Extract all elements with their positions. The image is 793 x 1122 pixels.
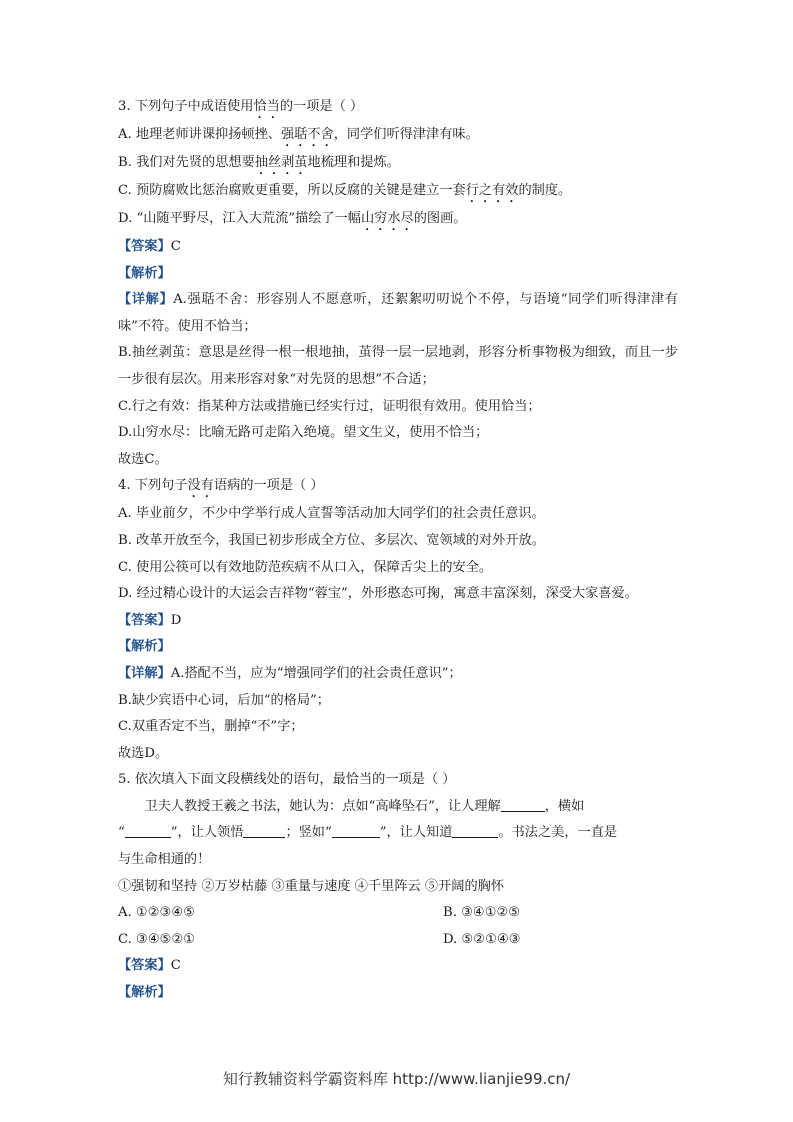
fill-blank [452, 823, 498, 838]
q5-passage-line-1 [118, 794, 678, 821]
q4-answer [118, 608, 678, 635]
q4-stem-emphasis: 没有 [187, 478, 214, 494]
q4-detail-a [118, 661, 678, 688]
q4-detail-a-text: A.搭配不当，应为“增强同学们的社会责任意识”； [170, 665, 462, 681]
detail-tag: 【详解】 [118, 292, 174, 308]
q5-passage-text: ，横如 [544, 798, 585, 814]
fill-blank [332, 823, 380, 838]
q3-option-c-idiom: 行之有效 [465, 183, 519, 198]
q5-passage-text: ”，让人领悟 [170, 825, 244, 841]
q4-stem-text: 4. 下列句子 [118, 478, 188, 494]
analysis-tag: 【解析】 [118, 985, 171, 1001]
q3-detail-b: B.抽丝剥茧：意思是丝得一根一根地抽，茧得一层一层地剥，形容分析事物极为细致，而且一步一步很有层次。用来形容对象“对先贤的思想”不合适； [118, 345, 678, 387]
answer-value: C [170, 239, 181, 254]
q4-stem-text-end: 语病的一项是（ ） [213, 478, 324, 494]
q3-stem-emphasis: 恰当 [253, 99, 280, 114]
q5-answer [118, 953, 678, 980]
q3-option-d [118, 206, 678, 234]
q3-option-b-idiom: 抽丝剥茧 [254, 155, 308, 170]
q5-passage-text: 卫夫人教授王羲之书法，她认为：点如“高峰坠石”，让人理解 [144, 798, 501, 814]
q3-option-a-text-end: ，同学们听得津津有味。 [333, 127, 479, 142]
q3-option-b [118, 150, 678, 178]
q4-analysis-heading [118, 634, 678, 661]
q3-stem [118, 94, 678, 122]
q3-detail-c: C.行之有效：指某种方法或措施已经实行过，证明很有效用。使用恰当； [118, 398, 541, 414]
q4-stem [118, 473, 678, 501]
q5-option-d: D. ⑤②①④③ [443, 931, 521, 947]
q3-option-a-text: A. 地理老师讲课抑扬顿挫、 [118, 127, 281, 142]
q5-option-a: A. ①②③④⑤ [118, 905, 196, 921]
q3-stem-text-end: 的一项是（ ） [279, 99, 364, 114]
q4-option-d: D. 经过精心设计的大运会吉祥物“蓉宝”，外形憨态可掬，寓意丰富深刻，深受大家喜爱。 [118, 586, 638, 602]
q5-passage-line-2 [118, 820, 678, 847]
q3-option-d-text-end: 的图画。 [413, 211, 467, 226]
q3-analysis-heading [118, 261, 678, 288]
q5-passage-text: “ [118, 825, 125, 841]
q5-passage-line-3: 与生命相通的！ [118, 852, 211, 868]
q3-option-a-idiom: 强聒不舍 [280, 127, 334, 142]
q5-option-b: B. ③④①②⑤ [443, 905, 521, 921]
q4-detail-b: B.缺少宾语中心词，后加“的格局”； [118, 692, 330, 708]
q3-option-c [118, 178, 678, 206]
q3-option-d-text: D. “山随平野尽，江入大荒流”描绘了一幅 [118, 211, 361, 226]
fill-blank [125, 823, 171, 838]
q3-answer [118, 234, 678, 261]
q4-detail-c: C.双重否定不当，删掉“不”字； [118, 719, 304, 735]
q5-passage-text: ”，让人知道 [379, 825, 453, 841]
q5-items: ①强韧和坚持 ②万岁枯藤 ③重量与速度 ④千里阵云 ⑤开阔的胸怀 [118, 878, 505, 894]
q3-option-c-text: C. 预防腐败比惩治腐败更重要，所以反腐的关键是建立一套 [118, 183, 466, 198]
q4-conclusion: 故选D。 [118, 745, 169, 761]
q3-option-b-text: B. 我们对先贤的思想要 [118, 155, 255, 170]
fill-blank [501, 797, 545, 812]
q3-detail-a [118, 287, 678, 340]
analysis-tag: 【解析】 [118, 639, 171, 655]
q3-detail-a-text: A.强聒不舍：形容别人不愿意听，还絮絮叨叨说个不停，与语境“同学们听得津津有味”不符。使用不恰当； [118, 292, 678, 334]
answer-tag: 【答案】 [118, 958, 171, 974]
detail-tag: 【详解】 [118, 665, 171, 681]
q5-passage-text: 。书法之美，一直是 [498, 825, 618, 841]
q3-option-d-idiom: 山穷水尽 [360, 211, 414, 226]
q3-option-c-text-end: 的制度。 [518, 183, 572, 198]
analysis-tag: 【解析】 [118, 265, 171, 281]
q5-stem: 5. 依次填入下面文段横线处的语句，最恰当的一项是（ ） [118, 772, 456, 788]
q3-stem-text: 3. 下列句子中成语使用 [118, 99, 254, 114]
q4-option-c: C. 使用公筷可以有效地防范疾病不从口入，保障舌尖上的安全。 [118, 559, 493, 575]
q3-option-a [118, 122, 678, 150]
answer-tag: 【答案】 [118, 612, 171, 628]
q3-option-b-text-end: 地梳理和提炼。 [307, 155, 400, 170]
q3-conclusion: 故选C。 [118, 451, 168, 467]
document-body [118, 94, 678, 1007]
q5-passage-text: ；竖如“ [285, 825, 332, 841]
q5-options-row-2 [118, 927, 678, 954]
answer-value: D [170, 612, 182, 628]
q5-analysis-heading [118, 980, 678, 1007]
answer-tag: 【答案】 [118, 239, 171, 254]
q4-option-a: A. 毕业前夕，不少中学举行成人宣誓等活动加大同学们的社会责任意识。 [118, 506, 545, 522]
q5-option-c: C. ③④⑤②① [118, 931, 196, 947]
q5-options-row-1 [118, 900, 678, 927]
answer-value: C [170, 958, 181, 974]
fill-blank [243, 823, 285, 838]
q3-detail-d: D.山穷水尽：比喻无路可走陷入绝境。望文生义，使用不恰当； [118, 425, 489, 441]
footer-watermark: 知行教辅资料学霸资料库 http://www.lianjie99.cn/ [222, 1070, 571, 1088]
q4-option-b: B. 改革开放至今，我国已初步形成全方位、多层次、宽领域的对外开放。 [118, 532, 545, 548]
